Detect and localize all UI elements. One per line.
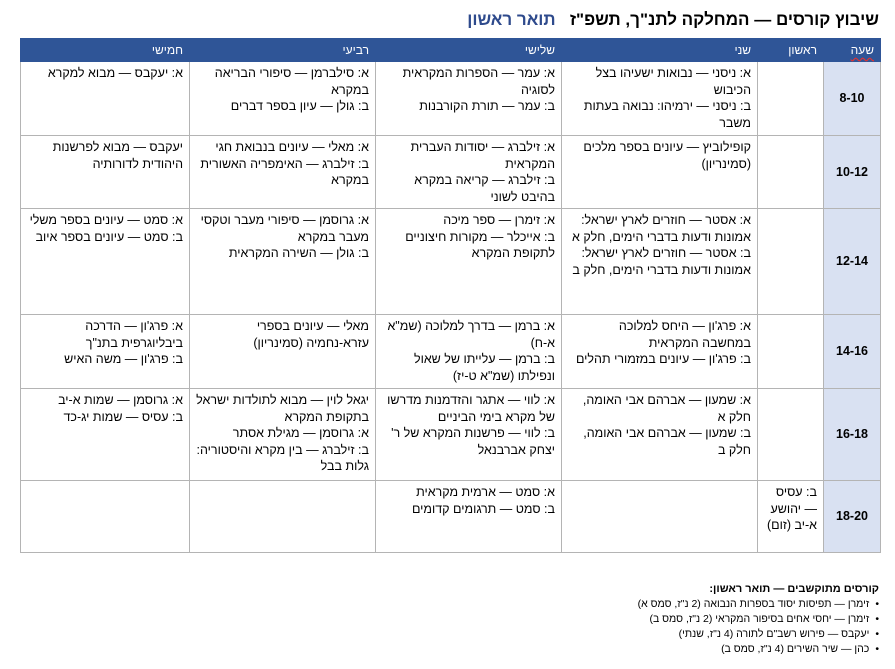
course-entry: א: גרוסמן — סיפורי מעבר וטקסי מעבר במקרא [200,213,369,244]
course-entry: ב: סמט — תרגומים קדומים [411,501,555,516]
page-title [16,10,879,30]
course-entry: א: פרג'ון — הדרכה ביבליוגרפית בתנ"ך [85,319,183,350]
hour-cell: 14-16 [824,315,881,389]
course-entry: קופילוביץ — עיונים בספר מלכים (סמינריון) [583,140,751,171]
notes-item: • זימרן — תפיסות יסוד בספרות הנבואה (2 נ"ז, סמס א) [379,597,879,612]
course-entry: ב: פרג'ון — עיונים במזמורי תהלים [575,352,751,366]
table-row [21,315,881,389]
column-header-thursday[interactable]: חמישי [21,39,190,62]
cell-monday[interactable] [562,315,758,389]
cell-wednesday[interactable] [190,481,376,553]
course-entry: א: ברמן — בדרך למלוכה (שמ"א א-ח) [387,319,555,350]
course-entry: א: סמט — ארמית מקראית [416,485,555,499]
course-entry: ב: לווי — פרשנות המקרא של ר' יצחק אברבנאל [391,426,555,457]
hour-cell: 16-18 [824,389,881,481]
table-row [21,481,881,553]
cell-thursday[interactable] [21,315,190,389]
course-entry: ב: זילברג — האימפריה האשורית במקרא [200,156,369,187]
course-entry: א: זימרן — ספר מיכה [443,213,555,227]
column-header-sunday[interactable]: ראשון [758,39,824,62]
course-entry: א: ניסני — נבואות ישעיהו בצל הכיבוש [595,66,751,97]
notes-item: • יעקבס — פירוש רשב"ם לתורה (4 נ"ז, שנתי) [379,627,879,642]
title-text: שיבוץ קורסים — המחלקה לתנ"ך, תשפ"ז [569,10,879,29]
cell-wednesday[interactable] [190,136,376,209]
column-header-wednesday[interactable]: רביעי [190,39,376,62]
table-row [21,209,881,315]
notes-title: קורסים מתוקשבים — תואר ראשון: [709,583,879,595]
course-entry: א: פרג'ון — היחס למלוכה במחשבה המקראית [618,319,751,350]
hour-cell: 10-12 [824,136,881,209]
cell-wednesday[interactable] [190,62,376,136]
schedule-table [20,38,881,553]
course-entry: ב: פרג'ון — משה האיש [64,352,183,366]
course-entry: ב: זילברג — בין מקרא והיסטוריה: גלות בבל [196,442,369,473]
cell-thursday[interactable] [21,481,190,553]
cell-sunday[interactable] [758,481,824,553]
cell-sunday[interactable] [758,209,824,315]
course-entry: א: עמר — הספרות המקראית לסוגיה [402,66,555,97]
cell-monday[interactable] [562,481,758,553]
course-entry: א: שמעון — אברהם אבי האומה, חלק א [582,393,751,424]
table-row [21,62,881,136]
cell-monday[interactable] [562,209,758,315]
cell-tuesday[interactable] [376,315,562,389]
cell-tuesday[interactable] [376,136,562,209]
cell-sunday[interactable] [758,315,824,389]
cell-wednesday[interactable] [190,315,376,389]
course-entry: א: זילברג — יסודות העברית המקראית [410,140,555,171]
column-header-tuesday[interactable]: שלישי [376,39,562,62]
table-row [21,136,881,209]
cell-wednesday[interactable] [190,389,376,481]
course-entry: ב: גולן — השירה המקראית [228,246,369,260]
course-entry: א: גרוסמן — מגילת אסתר [232,426,369,440]
course-entry: א: אסטר — חוזרים לארץ ישראל: אמונות ודעות בדברי הימים, חלק א [572,213,751,244]
course-entry: א: גרוסמן — שמות א-יב [58,393,183,407]
cell-wednesday[interactable] [190,209,376,315]
cell-tuesday[interactable] [376,209,562,315]
course-entry: ב: ברמן — עלייתו של שאול ונפילתו (שמ"א ט-יז) [413,352,555,383]
course-entry: ב: אייכלר — מקורות חיצוניים לתקופת המקרא [405,229,555,260]
course-entry: יעקבס — מבוא לפרשנות היהודית לדורותיה [52,140,183,171]
course-entry: ב: עסיס — שמות יג-כד [63,409,183,424]
course-entry: א: סמט — עיונים בספר משלי [29,213,183,227]
course-entry: ב: ניסני — ירמיהו: נבואה בעתות משבר [583,99,751,130]
cell-monday[interactable] [562,62,758,136]
course-entry: א: סילברמן — סיפורי הבריאה במקרא [214,66,369,97]
cell-tuesday[interactable] [376,62,562,136]
course-entry: ב: עסיס — יהושע א-יב (זום) [766,485,817,532]
course-entry: א: מאלי — עיונים בנבואת חגי [215,140,369,154]
title-accent: תואר ראשון [467,10,556,29]
column-header-hour[interactable]: שעה [824,39,881,62]
hour-cell: 12-14 [824,209,881,315]
course-entry: ב: אסטר — חוזרים לארץ ישראל: אמונות ודעות בדברי הימים, חלק ב [572,246,751,277]
notes-item: • זימרן — יחסי אחים בסיפור המקראי (2 נ"ז, סמס ב) [379,612,879,627]
hour-cell: 8-10 [824,62,881,136]
table-row [21,389,881,481]
cell-sunday[interactable] [758,389,824,481]
online-courses-notes [379,582,879,657]
notes-list [379,597,879,657]
course-entry: א: לווי — אתגר והזדמנות מדרשו של מקרא בימי הביניים [387,393,555,424]
course-entry: ב: זילברג — קריאה במקרא בהיבט לשוני [414,173,555,204]
notes-item: • כהן — שיר השירים (4 נ"ז, סמס ב) [379,642,879,657]
schedule-body [21,62,881,553]
course-entry: ב: עמר — תורת הקורבנות [419,99,555,113]
course-entry: ב: שמעון — אברהם אבי האומה, חלק ב [583,426,751,457]
cell-monday[interactable] [562,389,758,481]
cell-thursday[interactable] [21,389,190,481]
hour-cell: 18-20 [824,481,881,553]
course-entry: א: יעקבס — מבוא למקרא [47,66,183,80]
cell-sunday[interactable] [758,62,824,136]
cell-sunday[interactable] [758,136,824,209]
course-entry: ב: סמט — עיונים בספר איוב [35,229,183,244]
cell-thursday[interactable] [21,136,190,209]
course-entry: יגאל לוין — מבוא לתולדות ישראל בתקופת המקרא [196,393,369,424]
course-entry: ב: גולן — עיון בספר דברים [230,99,369,113]
cell-monday[interactable] [562,136,758,209]
cell-tuesday[interactable] [376,389,562,481]
course-entry: מאלי — עיונים בספרי עזרא-נחמיה (סמינריון) [253,319,369,350]
cell-tuesday[interactable] [376,481,562,553]
cell-thursday[interactable] [21,62,190,136]
cell-thursday[interactable] [21,209,190,315]
column-header-monday[interactable]: שני [562,39,758,62]
table-header-row [21,39,881,62]
